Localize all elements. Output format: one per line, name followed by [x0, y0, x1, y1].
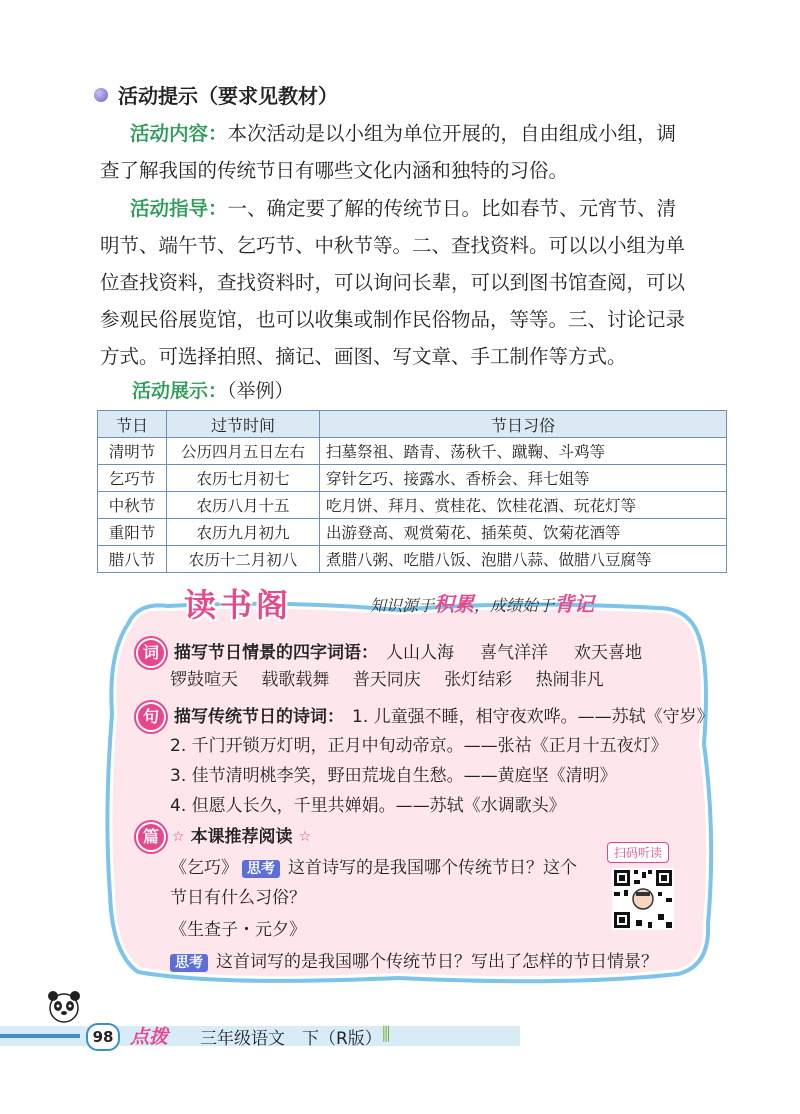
book2-row: [170, 950, 658, 975]
festival-table: [97, 410, 727, 573]
cell-time: 农历十二月初八: [167, 546, 320, 573]
word-item: 欢天喜地: [574, 643, 642, 663]
poem-label: 描写传统节日的诗词：: [174, 707, 344, 727]
page-number: 98: [86, 1023, 120, 1051]
content-label: 活动内容：: [130, 122, 228, 145]
cell-festival: 乞巧节: [98, 465, 167, 492]
cell-time: 公历四月五日左右: [167, 438, 320, 465]
word-item: 载歌载舞: [261, 670, 330, 690]
activity-show: [132, 376, 294, 403]
cell-festival: 重阳节: [98, 519, 167, 546]
word-item: 喜气洋洋: [480, 643, 548, 663]
panda-mascot-icon: [44, 986, 84, 1026]
question-2: 这首词写的是我国哪个传统节日？写出了怎样的节日情景？: [216, 952, 658, 972]
table-header-row: [98, 411, 727, 438]
cell-time: 农历九月初九: [167, 519, 320, 546]
table-row: [98, 546, 727, 573]
guide-line-3: 位查找资料，查找资料时，可以询问长辈，可以到图书馆查阅，可以: [100, 271, 686, 294]
header-time: 过节时间: [167, 411, 320, 438]
guide-line-1: 一、确定要了解的传统节日。比如春节、元宵节、清: [227, 197, 677, 220]
slogan-a: 知识源于: [370, 596, 435, 615]
brand-logo: 点拨: [130, 1026, 169, 1048]
cell-festival: 清明节: [98, 438, 167, 465]
poem-item: 3. 佳节清明桃李笑，野田荒垅自生愁。——黄庭坚《清明》: [170, 766, 617, 786]
guide-label: 活动指导：: [130, 197, 228, 220]
guide-line-4: 参观民俗展览馆，也可以收集或制作民俗物品，等等。三、讨论记录: [100, 308, 686, 331]
table-row: [98, 465, 727, 492]
cell-customs: 出游登高、观赏菊花、插茱萸、饮菊花酒等: [320, 519, 727, 546]
footer-band: [0, 1020, 800, 1052]
cell-festival: 腊八节: [98, 546, 167, 573]
show-label: 活动展示：: [132, 380, 228, 402]
question-1b: 节日有什么习俗？: [170, 888, 306, 908]
guide-line-2: 明节、端午节、乞巧节、中秋节等。二、查找资料。可以以小组为单: [100, 234, 686, 257]
poem-item: 1. 儿童强不睡，相守夜欢哗。——苏轼《守岁》: [352, 707, 714, 727]
words-label: 描写节日情景的四字词语：: [174, 643, 378, 663]
reading-slogan: [370, 588, 594, 617]
cell-festival: 中秋节: [98, 492, 167, 519]
slogan-c: ，成绩始于: [474, 596, 555, 615]
cell-customs: 扫墓祭祖、踏青、荡秋千、蹴鞠、斗鸡等: [320, 438, 727, 465]
slogan-d: 背记: [554, 592, 595, 616]
article-tag-icon: 篇: [136, 822, 166, 852]
show-text: （举例）: [227, 380, 294, 402]
footer-stripe: [0, 1020, 800, 1052]
cell-customs: 穿针乞巧、接露水、香桥会、拜七姐等: [320, 465, 727, 492]
sentence-tag-icon: 句: [136, 702, 166, 732]
content-text-2: 查了解我国的传统节日有哪些文化内涵和独特的习俗。: [100, 159, 569, 182]
table-row: [98, 438, 727, 465]
heading-text: 活动提示（要求见教材）: [118, 84, 338, 108]
poem-row-1: [136, 702, 714, 732]
table-row: [98, 519, 727, 546]
words-row-1: [136, 638, 642, 668]
think-badge: 思考: [242, 860, 280, 878]
reading-title: 读书阁: [184, 586, 293, 624]
cell-customs: 煮腊八粥、吃腊八饭、泡腊八蒜、做腊八豆腐等: [320, 546, 727, 573]
star-icon: ☆: [172, 829, 185, 845]
activity-content: [100, 115, 726, 189]
word-item: 普天同庆: [352, 670, 421, 690]
header-festival: 节日: [98, 411, 167, 438]
slogan-b: 积累: [434, 592, 475, 616]
bullet-icon: [94, 88, 108, 102]
activity-guide: [100, 190, 726, 375]
recommend-label: 本课推荐阅读: [190, 827, 293, 847]
star-icon: ☆: [298, 829, 312, 845]
think-badge: 思考: [170, 954, 208, 972]
word-item: 锣鼓喧天: [170, 670, 238, 690]
book-title: 三年级语文 下（R版）: [200, 1029, 382, 1049]
recommend-row: [136, 822, 311, 852]
cell-time: 农历八月十五: [167, 492, 320, 519]
content-text: 本次活动是以小组为单位开展的，自由组成小组，调: [227, 122, 677, 145]
poem-item: 4. 但愿人长久，千里共婵娟。——苏轼《水调歌头》: [170, 796, 566, 816]
word-item: 人山人海: [386, 643, 454, 663]
cell-customs: 吃月饼、拜月、赏桂花、饮桂花酒、玩花灯等: [320, 492, 727, 519]
table-row: [98, 492, 727, 519]
word-tag-icon: 词: [136, 638, 166, 668]
question-1a: 这首诗写的是我国哪个传统节日？这个: [288, 858, 577, 878]
book1-title: 《乞巧》: [170, 858, 238, 878]
header-customs: 节日习俗: [320, 411, 727, 438]
bamboo-icon: ⫼: [382, 1024, 391, 1045]
words-row-2: [170, 668, 604, 692]
word-item: 张灯结彩: [444, 670, 513, 690]
scan-listen-label[interactable]: 扫码听读: [607, 842, 669, 863]
cell-time: 农历七月初七: [167, 465, 320, 492]
guide-line-5: 方式。可选择拍照、摘记、画图、写文章、手工制作等方式。: [100, 345, 627, 368]
word-item: 热闹非凡: [535, 670, 604, 690]
section-heading: [94, 80, 338, 109]
qr-code-icon[interactable]: [612, 868, 674, 930]
poem-item: 2. 千门开锁万灯明，正月中旬动帝京。——张祜《正月十五夜灯》: [170, 736, 668, 756]
book2-title: 《生查子・元夕》: [170, 920, 306, 940]
book1-row: [170, 856, 577, 881]
